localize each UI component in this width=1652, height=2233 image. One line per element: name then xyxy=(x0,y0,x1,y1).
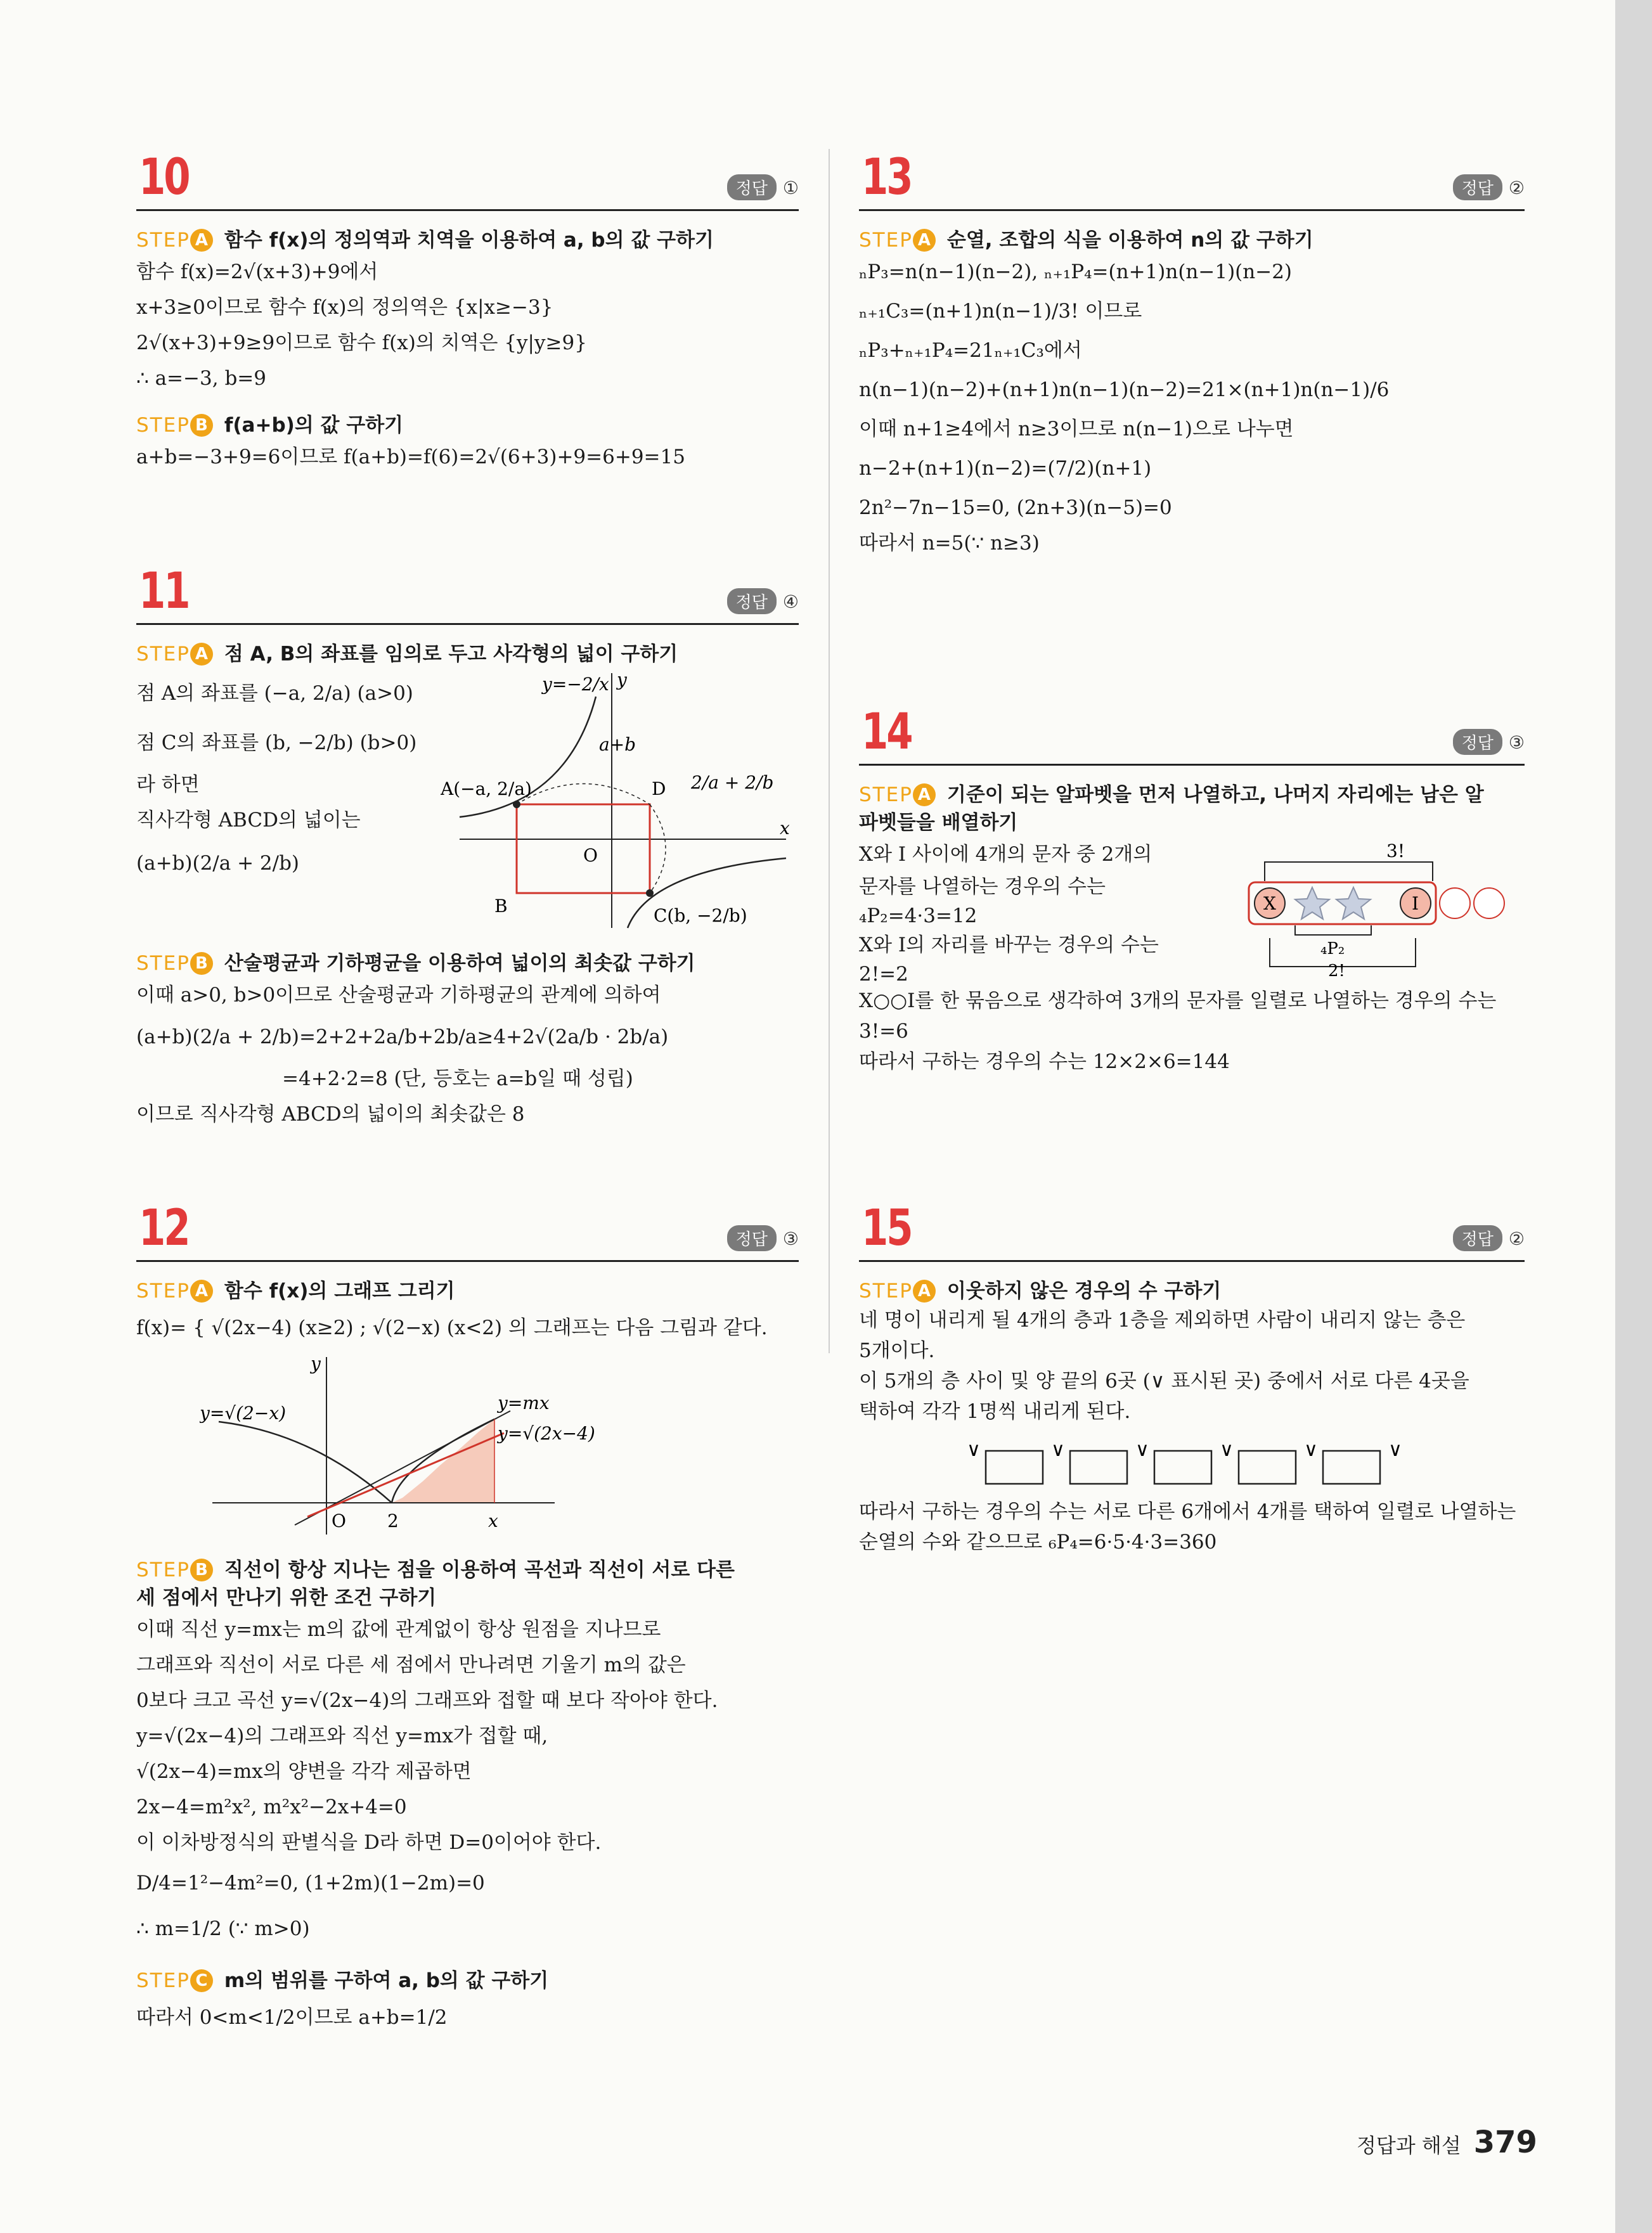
step-b-heading: STEP B 직선이 항상 지나는 점을 이용하여 곡선과 직선이 서로 다른 세 점에서 만나기 위한 조건 구하기 xyxy=(136,1559,735,1609)
step-b-heading: STEP B 산술평균과 기하평균을 이용하여 넓이의 최솟값 구하기 xyxy=(136,952,695,975)
point-c xyxy=(646,889,654,897)
line: (a+b)(2/a + 2/b) xyxy=(136,852,300,875)
problem-header xyxy=(136,563,799,625)
line: 2n²−7n−15=0, (2n+3)(n−5)=0 xyxy=(859,496,1172,519)
problem-header xyxy=(136,149,799,211)
label-c: C(b, −2/b) xyxy=(654,905,747,926)
line: X와 I 사이에 4개의 문자 중 2개의 xyxy=(859,843,1152,866)
step-a-body xyxy=(136,668,799,934)
answer-badge xyxy=(727,174,799,200)
answer-value: ② xyxy=(1508,177,1525,198)
line: 이때 a>0, b>0이므로 산술평균과 기하평균의 관계에 의하여 xyxy=(136,984,661,1007)
label-d: D xyxy=(652,778,666,799)
line: √(2x−4)=mx의 양변을 각각 제곱하면 xyxy=(136,1760,472,1783)
problem-number: 11 xyxy=(139,563,189,620)
label-sqrt-2x-minus-4: y=√(2x−4) xyxy=(498,1423,595,1444)
line: 이므로 직사각형 ABCD의 넓이의 최솟값은 8 xyxy=(136,1103,525,1126)
problem-header xyxy=(859,149,1525,211)
line: 2x−4=m²x², m²x²−2x+4=0 xyxy=(136,1796,407,1818)
slot-mark: ∨ xyxy=(967,1439,981,1461)
label-a: A(−a, 2/a) xyxy=(441,778,532,799)
answer-badge xyxy=(1453,1225,1525,1251)
problem-10 xyxy=(136,149,799,475)
step-a-heading: STEP A 점 A, B의 좌표를 임의로 두고 사각형의 넓이 구하기 xyxy=(136,643,678,666)
line: n−2+(n+1)(n−2)=(7/2)(n+1) xyxy=(859,457,1152,480)
column-divider xyxy=(829,149,830,1353)
answer-badge xyxy=(1453,729,1525,755)
x-label: x xyxy=(488,1510,498,1531)
slot-mark: ∨ xyxy=(1388,1439,1402,1461)
letter-x: X xyxy=(1263,893,1276,914)
problem-12 xyxy=(136,1200,799,2040)
line: 이때 n+1≥4에서 n≥3이므로 n(n−1)으로 나누면 xyxy=(859,418,1294,441)
floor-box xyxy=(1154,1451,1211,1484)
step-a-heading: STEP A 기준이 되는 알파벳을 먼저 나열하고, 나머지 자리에는 남은 알파벳들을 배열하기 xyxy=(859,783,1484,834)
star-slot-2 xyxy=(1336,887,1371,919)
line: 이 5개의 층 사이 및 양 끝의 6곳 (∨ 표시된 곳) 중에서 서로 다른 4곳을 xyxy=(859,1370,1469,1393)
line: f(x)= { √(2x−4) (x≥2) ; √(2−x) (x<2) 의 그래프는 다음 그림과 같다. xyxy=(136,1316,768,1339)
answer-value: ③ xyxy=(782,1228,799,1249)
line: X○○I를 한 묶음으로 생각하여 3개의 문자를 일렬로 나열하는 경우의 수는 xyxy=(859,989,1497,1012)
step-c-heading: STEP C m의 범위를 구하여 a, b의 값 구하기 xyxy=(136,1969,549,1992)
problem-number: 13 xyxy=(861,149,912,206)
label-y-mx: y=mx xyxy=(498,1393,550,1413)
line: 네 명이 내리게 될 4개의 층과 1층을 제외하면 사람이 내리지 않는 층은 xyxy=(859,1309,1466,1332)
problem-14 xyxy=(859,704,1525,1077)
line: 3!=6 xyxy=(859,1020,908,1043)
line: 문자를 나열하는 경우의 수는 xyxy=(859,875,1106,898)
line: n(n−1)(n−2)+(n+1)n(n−1)(n−2)=21×(n+1)n(n−1)/6 xyxy=(859,378,1390,401)
step-a-body xyxy=(859,837,1525,986)
floor-slot-diagram xyxy=(859,1427,1525,1496)
problem-header xyxy=(859,1200,1525,1262)
brace-side xyxy=(650,804,666,893)
answer-label: 정답 xyxy=(1453,174,1502,200)
empty-circle-2 xyxy=(1474,888,1504,918)
line: 이 이차방정식의 판별식을 D라 하면 D=0이어야 한다. xyxy=(136,1831,602,1854)
floor-box xyxy=(1070,1451,1127,1484)
label-sqrt-2-minus-x: y=√(2−x) xyxy=(200,1403,287,1424)
line: =4+2·2=8 (단, 등호는 a=b일 때 성립) xyxy=(282,1067,633,1090)
line: x+3≥0이므로 함수 f(x)의 정의역은 {x|x≥−3} xyxy=(136,296,553,319)
line: 0보다 크고 곡선 y=√(2x−4)의 그래프와 접할 때 보다 작아야 한다. xyxy=(136,1689,718,1712)
slot-mark: ∨ xyxy=(1220,1439,1234,1461)
answer-value: ④ xyxy=(782,591,799,612)
line: y=√(2x−4)의 그래프와 직선 y=mx가 접할 때, xyxy=(136,1725,548,1747)
perm-label: ₄P₂ xyxy=(1320,939,1345,958)
curve-sqrt-2-minus-x xyxy=(219,1422,392,1503)
problem-15 xyxy=(859,1200,1525,1557)
line: 2√(x+3)+9≥9이므로 함수 f(x)의 치역은 {y|y≥9} xyxy=(136,331,587,354)
answer-label: 정답 xyxy=(1453,1225,1502,1251)
slot-mark: ∨ xyxy=(1135,1439,1149,1461)
shaded-region xyxy=(392,1419,494,1503)
line: ₙP₃+ₙ₊₁P₄=21ₙ₊₁C₃에서 xyxy=(859,339,1082,362)
step-a-heading: STEP A 함수 f(x)의 그래프 그리기 xyxy=(136,1280,455,1303)
line: ₙP₃=n(n−1)(n−2), ₙ₊₁P₄=(n+1)n(n−1)(n−2) xyxy=(859,261,1293,283)
star-slot-1 xyxy=(1295,887,1329,919)
line: 따라서 n=5(∵ n≥3) xyxy=(859,532,1040,555)
line: ∴ a=−3, b=9 xyxy=(136,367,266,390)
line: 따라서 구하는 경우의 수는 12×2×6=144 xyxy=(859,1050,1230,1073)
answer-label: 정답 xyxy=(1453,729,1502,755)
curve-label: y=−2/x xyxy=(542,674,609,695)
line: ₙ₊₁C₃=(n+1)n(n−1)/3! 이므로 xyxy=(859,300,1142,323)
line: 2!=2 xyxy=(859,963,908,986)
page-footer xyxy=(1357,2125,1537,2160)
line: 이때 직선 y=mx는 m의 값에 관계없이 항상 원점을 지나므로 xyxy=(136,1618,661,1641)
x-label: x xyxy=(780,818,790,839)
line: 함수 f(x)=2√(x+3)+9에서 xyxy=(136,261,378,283)
graph-area xyxy=(136,1351,799,1541)
origin-label: O xyxy=(583,845,598,866)
problem-header xyxy=(136,1200,799,1262)
brace-top xyxy=(517,784,650,805)
origin-label: O xyxy=(332,1510,346,1531)
line: 직사각형 ABCD의 넓이는 xyxy=(136,809,361,832)
problem-number: 12 xyxy=(139,1200,189,1257)
answer-badge xyxy=(1453,174,1525,200)
step-a-heading: STEP A 이웃하지 않은 경우의 수 구하기 xyxy=(859,1280,1222,1303)
line: 점 A의 좌표를 (−a, 2/a) (a>0) xyxy=(136,682,413,705)
letter-i: I xyxy=(1412,893,1419,914)
floor-box xyxy=(1323,1451,1380,1484)
floor-box xyxy=(1239,1451,1296,1484)
problem-13 xyxy=(859,149,1525,561)
line: 라 하면 xyxy=(136,773,200,796)
y-label: y xyxy=(311,1353,321,1374)
tick-2: 2 xyxy=(387,1510,399,1531)
line: (a+b)(2/a + 2/b)=2+2+2a/b+2b/a≥4+2√(2a/b · 2b/a) xyxy=(136,1026,669,1048)
slot-mark: ∨ xyxy=(1051,1439,1065,1461)
answer-value: ② xyxy=(1508,1228,1525,1249)
line: 택하여 각각 1명씩 내리게 된다. xyxy=(859,1400,1131,1423)
step-b-heading: STEP B f(a+b)의 값 구하기 xyxy=(136,414,404,437)
line: D/4=1²−4m²=0, (1+2m)(1−2m)=0 xyxy=(136,1872,485,1895)
root-function-graph xyxy=(200,1351,643,1541)
point-a xyxy=(513,801,520,808)
answer-value: ① xyxy=(782,177,799,198)
line: ∴ m=1/2 (∵ m>0) xyxy=(136,1917,310,1940)
slot-mark: ∨ xyxy=(1304,1439,1318,1461)
line: a+b=−3+9=6이므로 f(a+b)=f(6)=2√(6+3)+9=6+9=15 xyxy=(136,446,685,468)
page-edge-strip xyxy=(1615,0,1652,2233)
answer-value: ③ xyxy=(1508,732,1525,753)
problem-11 xyxy=(136,563,799,1132)
side-length-label: 2/a + 2/b xyxy=(691,772,774,793)
floor-box xyxy=(986,1451,1043,1484)
line: 따라서 구하는 경우의 수는 서로 다른 6개에서 4개를 택하여 일렬로 나열하는 xyxy=(859,1500,1516,1523)
answer-badge xyxy=(727,588,799,614)
line: 5개이다. xyxy=(859,1339,935,1362)
top-length-label: a+b xyxy=(599,734,636,755)
y-label: y xyxy=(617,669,627,690)
answer-label: 정답 xyxy=(727,174,777,200)
step-a-heading: STEP A 순열, 조합의 식을 이용하여 n의 값 구하기 xyxy=(859,229,1313,252)
line: ₄P₂=4·3=12 xyxy=(859,904,978,927)
problem-number: 10 xyxy=(139,149,189,206)
page-number: 379 xyxy=(1473,2125,1537,2160)
top-bracket xyxy=(1265,862,1433,881)
step-a-heading: STEP A 함수 f(x)의 정의역과 치역을 이용하여 a, b의 값 구하기 xyxy=(136,229,714,252)
swap-label: 2! xyxy=(1328,962,1345,976)
answer-badge xyxy=(727,1225,799,1251)
factorial-label: 3! xyxy=(1386,840,1405,861)
answer-label: 정답 xyxy=(727,1225,777,1251)
middle-bracket xyxy=(1295,925,1371,935)
label-b: B xyxy=(494,896,508,917)
problem-header xyxy=(859,704,1525,766)
line: 따라서 0<m<1/2이므로 a+b=1/2 xyxy=(136,2006,448,2029)
empty-circle-1 xyxy=(1440,888,1470,918)
line: 그래프와 직선이 서로 다른 세 점에서 만나려면 기울기 m의 값은 xyxy=(136,1654,686,1676)
slot-boxes xyxy=(967,1438,1423,1489)
line: 점 C의 좌표를 (b, −2/b) (b>0) xyxy=(136,731,417,754)
line: X와 I의 자리를 바꾸는 경우의 수는 xyxy=(859,934,1159,956)
answer-label: 정답 xyxy=(727,588,777,614)
arrangement-diagram xyxy=(1227,837,1506,976)
line: 순열의 수와 같으므로 ₆P₄=6·5·4·3=360 xyxy=(859,1531,1217,1554)
problem-number: 14 xyxy=(861,704,912,761)
footer-label: 정답과 해설 xyxy=(1357,2133,1461,2158)
problem-number: 15 xyxy=(861,1200,912,1257)
hyperbola-rectangle-figure xyxy=(441,668,796,934)
